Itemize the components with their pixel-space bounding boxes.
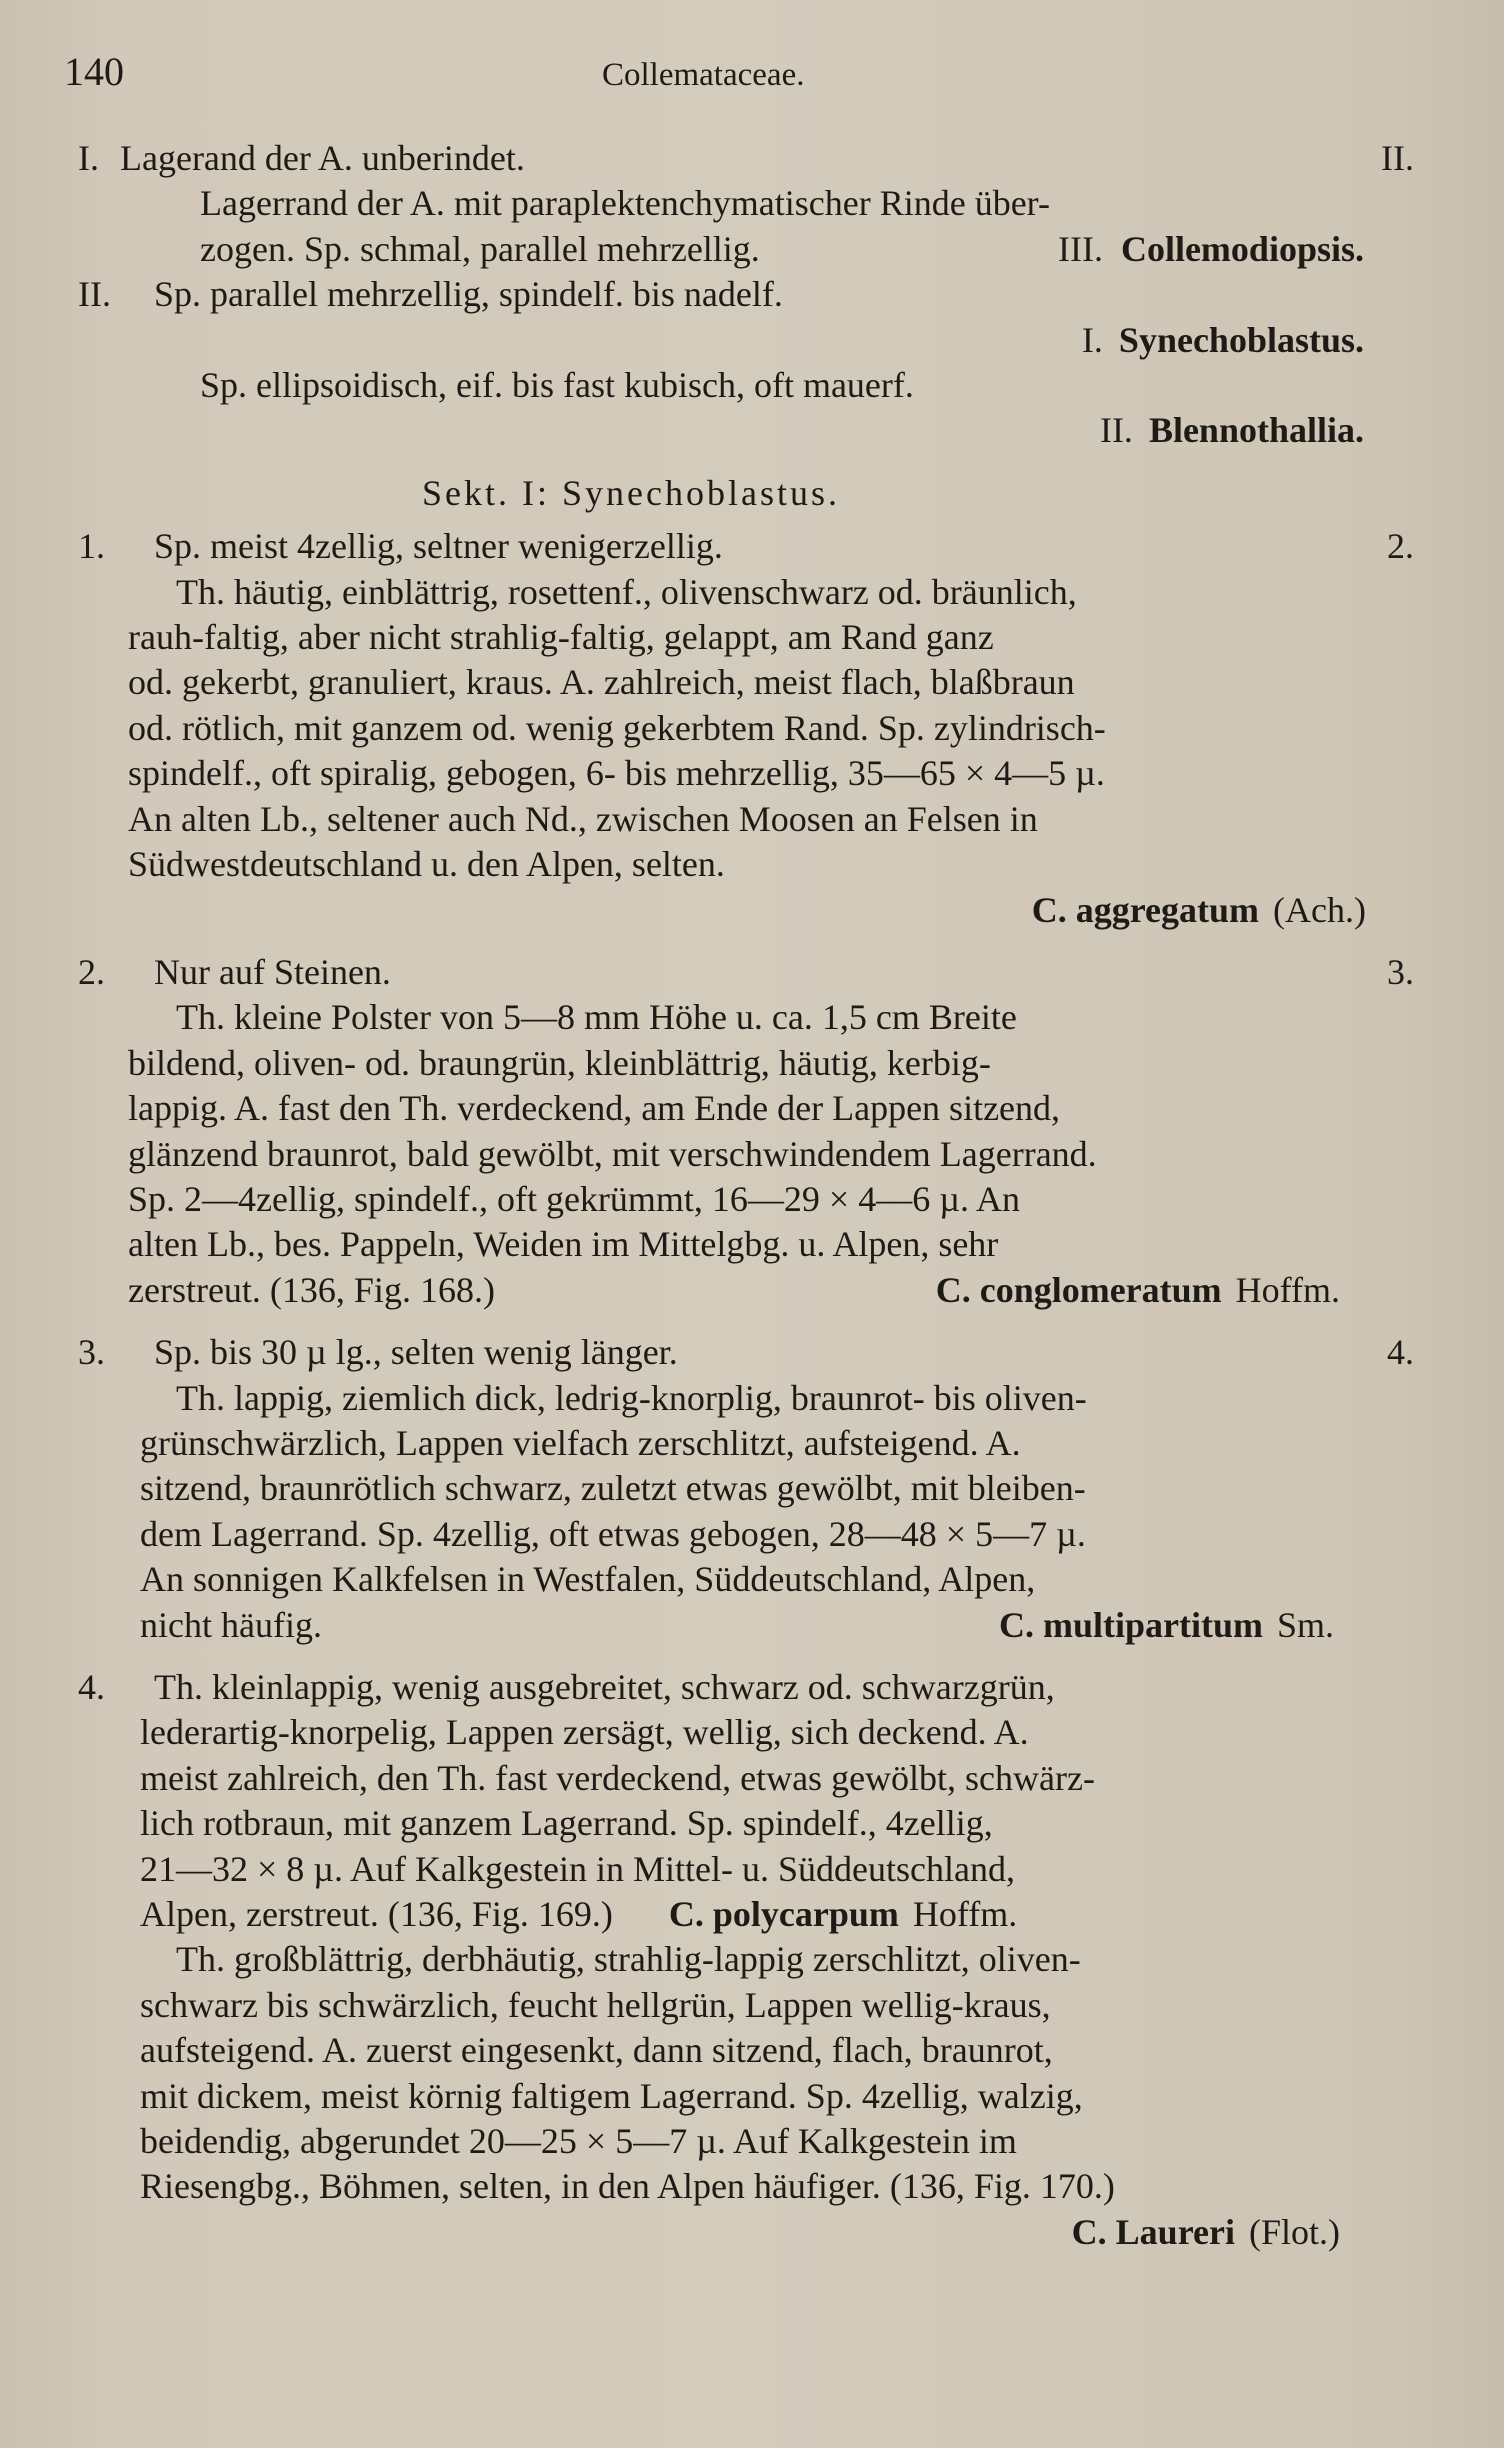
key-line [64,706,1414,751]
key-line [64,1937,1414,1982]
description-line: dem Lagerrand. Sp. 4zellig, oft etwas gebogen, 28—48 × 5—7 µ. [140,1513,1086,1554]
key-entry [64,524,1414,933]
species-author: (Ach.) [1273,889,1366,930]
key-text: Lagerand der A. unberindet. [120,138,525,178]
description-line: lederartig-knorpelig, Lappen zersägt, wellig, sich deckend. A. [140,1712,1029,1753]
key-line [64,1132,1414,1177]
description-line: alten Lb., bes. Pappeln, Weiden im Mittelgbg. u. Alpen, sehr [128,1224,999,1265]
species-name: C. aggregatum [1031,889,1260,930]
key-line [64,2028,1414,2073]
key-line [64,1086,1414,1131]
key-text: Sp. ellipsoidisch, eif. bis fast kubisch, oft mauerf. [200,365,914,406]
key-ref: II. [1381,138,1414,178]
key-line [64,1847,1414,1892]
description-line: Sp. 2—4zellig, spindelf., oft gekrümmt, 16—29 × 4—6 µ. An [128,1178,1020,1219]
key-line [64,1041,1414,1086]
key-line [64,363,1414,408]
description-line: zerstreut. (136, Fig. 168.) [128,1269,495,1310]
key-entry [64,950,1414,1313]
description-line: Th. häutig, einblättrig, rosettenf., olivenschwarz od. bräunlich, [176,571,1077,612]
key-number: 1. [78,526,105,567]
species-author: (Flot.) [1248,2211,1340,2252]
key-line [64,1557,1414,1602]
key-line [64,570,1414,615]
description-line: nicht häufig. [140,1604,322,1645]
description-line: lappig. A. fast den Th. verdeckend, am Ende der Lappen sitzend, [128,1088,1061,1129]
running-head: Collemataceae. [602,57,805,93]
key-number: 2. [78,951,105,992]
key-line [64,797,1414,842]
species-name: C. multipartitum [998,1604,1263,1645]
key-line [64,1710,1414,1755]
description-line: od. gekerbt, granuliert, kraus. A. zahlreich, meist flach, blaßbraun [128,662,1075,703]
key-ref: 2. [1387,526,1414,567]
description-line: Südwestdeutschland u. den Alpen, selten. [128,844,725,885]
description-line: Riesengbg., Böhmen, selten, in den Alpen häufiger. (136, Fig. 170.) [140,2166,1115,2207]
key-line [64,1376,1414,1421]
species-name: C. conglomeratum [935,1269,1222,1310]
key-entry [64,1665,1414,2255]
key-line [64,2164,1414,2209]
key-line [64,1512,1414,1557]
description-line: mit dickem, meist körnig faltigem Lagerrand. Sp. 4zellig, walzig, [140,2075,1083,2116]
key-line [64,181,1414,226]
key-line [64,1801,1414,1846]
key-line [64,660,1414,705]
key-line [64,1665,1414,1710]
species-author: Sm. [1276,1604,1334,1645]
key-ref: 3. [1387,951,1414,992]
species-author: Hoffm. [1235,1269,1340,1310]
key-line [64,995,1414,1040]
description-line: grünschwärzlich, Lappen vielfach zerschlitzt, aufsteigend. A. [140,1422,1021,1463]
key-line [64,524,1414,569]
description-line: An alten Lb., seltener auch Nd., zwischen Moosen an Felsen in [128,798,1038,839]
key-line [64,272,1414,317]
key-line [64,950,1414,995]
description-line: 21—32 × 8 µ. Auf Kalkgestein in Mittel- u. Süddeutschland, [140,1848,1015,1889]
key-text: Sp. parallel mehrzellig, spindelf. bis nadelf. [154,274,783,315]
description-line: Alpen, zerstreut. (136, Fig. 169.) [140,1894,613,1935]
key-number: II. [78,274,111,315]
species-author: Hoffm. [912,1894,1018,1935]
key-text: Sp. bis 30 µ lg., selten wenig länger. [154,1332,678,1373]
description-line: bildend, oliven- od. braungrün, kleinblättrig, häutig, kerbig- [128,1042,991,1083]
key-line [64,408,1414,453]
key-ref: III. [1057,228,1103,269]
key-number: 4. [78,1667,105,1707]
key-line [64,615,1414,660]
key-line [64,2074,1414,2119]
description-line: meist zahlreich, den Th. fast verdeckend, etwas gewölbt, schwärz- [140,1757,1095,1798]
description-line: An sonnigen Kalkfelsen in Westfalen, Süddeutschland, Alpen, [140,1559,1036,1600]
key-line [64,2119,1414,2164]
key-line [64,2210,1414,2255]
key-text: Sp. meist 4zellig, seltner wenigerzellig. [154,526,723,567]
key-number: 3. [78,1332,105,1373]
description-line: aufsteigend. A. zuerst eingesenkt, dann sitzend, flach, braunrot, [140,2030,1053,2071]
description-line: schwarz bis schwärzlich, feucht hellgrün, Lappen wellig-kraus, [140,1984,1051,2025]
key-text: zogen. Sp. schmal, parallel mehrzellig. [200,228,760,269]
description-line: Th. kleine Polster von 5—8 mm Höhe u. ca. 1,5 cm Breite [176,997,1017,1038]
page-header [64,48,1414,118]
species-name: C. polycarpum [668,1894,899,1935]
description-line: sitzend, braunrötlich schwarz, zuletzt etwas gewölbt, mit bleiben- [140,1468,1086,1509]
key-line [64,1177,1414,1222]
key-line [64,1222,1414,1267]
species-name: C. Laureri [1071,2211,1235,2252]
key-entry [64,1330,1414,1648]
key-text: Lagerrand der A. mit paraplektenchymatischer Rinde über- [200,183,1050,224]
description-line: Th. lappig, ziemlich dick, ledrig-knorplig, braunrot- bis oliven- [176,1377,1087,1418]
description-line: spindelf., oft spiralig, gebogen, 6- bis mehrzellig, 35—65 × 4—5 µ. [128,753,1105,794]
key-line [64,1892,1414,1937]
key-ref: I. [1081,319,1103,360]
key-line [64,1268,1414,1313]
key-line [64,227,1414,272]
key-line [64,1756,1414,1801]
key-line [64,1330,1414,1375]
key-line [64,318,1414,363]
description-line: lich rotbraun, mit ganzem Lagerrand. Sp. spindelf., 4zellig, [140,1803,993,1844]
description-line: Th. großblättrig, derbhäutig, strahlig-lappig zerschlitzt, oliven- [176,1939,1081,1980]
key-line [64,1421,1414,1466]
key-text: Th. kleinlappig, wenig ausgebreitet, schwarz od. schwarzgrün, [154,1667,1055,1707]
key-text: Nur auf Steinen. [154,951,391,992]
key-ref: II. [1099,410,1133,451]
key-line [64,842,1414,887]
description-line: rauh-faltig, aber nicht strahlig-faltig, gelappt, am Rand ganz [128,617,994,658]
genus-name: Blennothallia. [1148,410,1364,451]
key-line [64,751,1414,796]
genus-name: Collemodiopsis. [1120,228,1364,269]
description-line: beidendig, abgerundet 20—25 × 5—7 µ. Auf Kalkgestein im [140,2121,1017,2162]
key-ref: 4. [1387,1332,1414,1373]
key-line [64,1466,1414,1511]
key-line [64,1603,1414,1648]
description-line: od. rötlich, mit ganzem od. wenig gekerbtem Rand. Sp. zylindrisch- [128,707,1106,748]
section-title: Sekt. I: Synechoblastus. [422,472,840,513]
key-number: I. [78,138,99,178]
genus-name: Synechoblastus. [1118,319,1364,360]
key-line [64,136,1414,181]
description-line: glänzend braunrot, bald gewölbt, mit verschwindendem Lagerrand. [128,1133,1097,1174]
key-line [64,1983,1414,2028]
page-number: 140 [64,49,124,94]
key-top [64,136,1414,454]
key-line [64,888,1414,933]
